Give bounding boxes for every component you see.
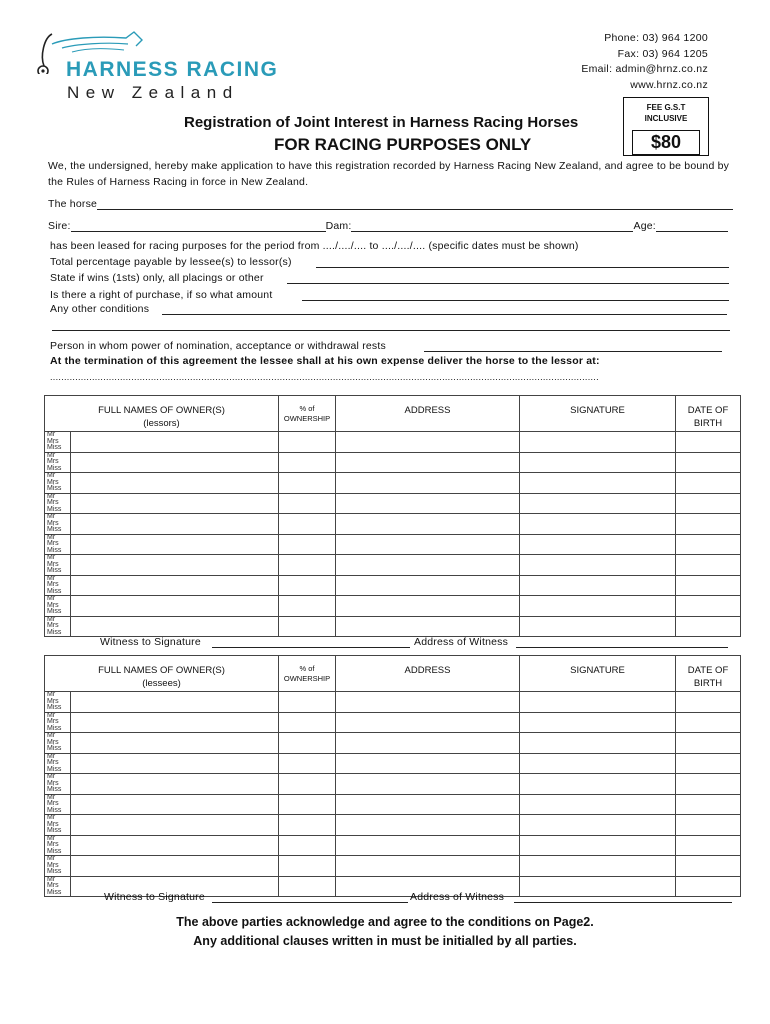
conditions-label: Any other conditions bbox=[50, 303, 150, 315]
signature-cell[interactable] bbox=[520, 596, 676, 617]
signature-cell[interactable] bbox=[520, 712, 676, 733]
row-title-option[interactable]: Miss bbox=[47, 827, 62, 834]
row-title-option[interactable]: Mr bbox=[47, 855, 56, 862]
row-title-option[interactable]: Mrs bbox=[47, 861, 59, 869]
pedigree-field bbox=[48, 220, 738, 232]
ownership-cell[interactable] bbox=[279, 794, 336, 815]
lessees-witness-address-line[interactable] bbox=[514, 891, 732, 903]
ownership-cell[interactable] bbox=[279, 712, 336, 733]
name-cell[interactable] bbox=[71, 794, 279, 815]
lessors-header-names bbox=[45, 396, 279, 432]
table-row bbox=[45, 432, 741, 453]
age-line[interactable] bbox=[656, 220, 728, 232]
power-label: Person in whom power of nomination, acceptance or withdrawal rests bbox=[50, 340, 386, 352]
lessees-header-address: ADDRESS bbox=[336, 656, 520, 692]
ownership-cell[interactable] bbox=[279, 534, 336, 555]
name-cell[interactable] bbox=[71, 596, 279, 617]
address-cell[interactable] bbox=[336, 596, 520, 617]
address-cell[interactable] bbox=[336, 493, 520, 514]
fee-price: $80 bbox=[632, 130, 700, 155]
table-row bbox=[45, 753, 741, 774]
row-title-option[interactable]: Mrs bbox=[47, 800, 59, 807]
address-cell[interactable] bbox=[336, 733, 520, 754]
signature-cell[interactable] bbox=[520, 514, 676, 535]
ownership-cell[interactable] bbox=[279, 835, 336, 856]
table-row bbox=[45, 575, 741, 596]
row-title-options[interactable] bbox=[45, 733, 71, 754]
address-cell[interactable] bbox=[336, 815, 520, 836]
dob-cell[interactable] bbox=[676, 794, 741, 815]
lessees-witness-address-label: Address of Witness bbox=[410, 891, 505, 903]
wins-line[interactable] bbox=[287, 272, 729, 284]
address-cell[interactable] bbox=[336, 856, 520, 877]
signature-cell[interactable] bbox=[520, 432, 676, 453]
form-subtitle: FOR RACING PURPOSES ONLY bbox=[274, 135, 532, 154]
row-title-option[interactable]: Miss bbox=[47, 704, 62, 711]
table-row bbox=[45, 835, 741, 856]
logo-title: HARNESS RACING bbox=[66, 58, 279, 81]
lessors-header-dob-l2: BIRTH bbox=[693, 418, 723, 429]
row-title-option[interactable]: Mr bbox=[47, 574, 56, 582]
name-cell[interactable] bbox=[71, 452, 279, 473]
row-title-option[interactable]: Mr bbox=[47, 691, 56, 698]
dob-cell[interactable] bbox=[676, 432, 741, 453]
dob-cell[interactable] bbox=[676, 555, 741, 576]
signature-cell[interactable] bbox=[520, 815, 676, 836]
row-title-option[interactable]: Mr bbox=[47, 752, 56, 760]
fee-box bbox=[623, 97, 709, 156]
logo bbox=[36, 26, 296, 104]
lessees-header-dob bbox=[676, 656, 741, 692]
contact-block bbox=[581, 31, 708, 93]
horse-field bbox=[48, 198, 738, 210]
ownership-cell[interactable] bbox=[279, 856, 336, 877]
table-row bbox=[45, 815, 741, 836]
lessees-witness-row bbox=[104, 891, 744, 903]
dam-line[interactable] bbox=[351, 220, 633, 232]
lessees-body bbox=[45, 692, 741, 897]
row-title-option[interactable]: Mrs bbox=[47, 601, 59, 609]
signature-cell[interactable] bbox=[520, 794, 676, 815]
row-title-options[interactable] bbox=[45, 452, 71, 473]
row-title-option[interactable]: Mr bbox=[47, 711, 56, 719]
ownership-cell[interactable] bbox=[279, 753, 336, 774]
conditions-line-2[interactable] bbox=[52, 330, 730, 331]
table-row bbox=[45, 514, 741, 535]
sire-line[interactable] bbox=[71, 220, 326, 232]
row-title-option[interactable]: Miss bbox=[47, 847, 62, 855]
table-row bbox=[45, 452, 741, 473]
row-title-option[interactable]: Miss bbox=[47, 868, 62, 875]
row-title-options[interactable] bbox=[45, 692, 71, 713]
row-title-option[interactable]: Mrs bbox=[47, 738, 59, 746]
row-title-option[interactable]: Mrs bbox=[47, 841, 59, 848]
row-title-option[interactable]: Mrs bbox=[47, 478, 59, 486]
ownership-cell[interactable] bbox=[279, 692, 336, 713]
lessees-header-pct-l2: OWNERSHIP bbox=[283, 674, 331, 683]
row-title-option[interactable]: Mrs bbox=[47, 499, 59, 506]
row-title-option[interactable]: Mr bbox=[47, 615, 56, 623]
lessors-body bbox=[45, 432, 741, 637]
signature-cell[interactable] bbox=[520, 473, 676, 494]
lessees-witness-signature-label: Witness to Signature bbox=[104, 891, 205, 903]
row-title-option[interactable]: Mrs bbox=[47, 437, 59, 445]
lessees-header-dob-l2: BIRTH bbox=[693, 678, 723, 689]
dob-cell[interactable] bbox=[676, 692, 741, 713]
row-title-option[interactable]: Miss bbox=[47, 526, 62, 533]
power-field bbox=[50, 340, 740, 352]
row-title-option[interactable]: Mrs bbox=[47, 581, 59, 588]
row-title-option[interactable]: Mr bbox=[47, 513, 56, 520]
lessees-header-names bbox=[45, 656, 279, 692]
row-title-option[interactable]: Mr bbox=[47, 451, 56, 459]
table-row bbox=[45, 712, 741, 733]
dob-cell[interactable] bbox=[676, 712, 741, 733]
footer bbox=[60, 913, 710, 951]
row-title-options[interactable] bbox=[45, 753, 71, 774]
intro-text: We, the undersigned, hereby make application to have this registration recorded by Harness Racing New Zealand, and agree to be bound by the Rules of Harness Racing in force in New Zealand. bbox=[48, 160, 730, 188]
name-cell[interactable] bbox=[71, 616, 279, 637]
ownership-cell[interactable] bbox=[279, 596, 336, 617]
row-title-option[interactable]: Mrs bbox=[47, 458, 59, 465]
row-title-option[interactable]: Miss bbox=[47, 444, 62, 451]
table-row bbox=[45, 856, 741, 877]
name-cell[interactable] bbox=[71, 575, 279, 596]
table-row bbox=[45, 692, 741, 713]
name-cell[interactable] bbox=[71, 514, 279, 535]
lessees-table bbox=[44, 655, 741, 897]
table-row bbox=[45, 555, 741, 576]
lessors-header-pct-l2: OWNERSHIP bbox=[283, 414, 331, 423]
name-cell[interactable] bbox=[71, 835, 279, 856]
signature-cell[interactable] bbox=[520, 856, 676, 877]
name-cell[interactable] bbox=[71, 473, 279, 494]
lessors-header-pct-l1: % of bbox=[299, 404, 315, 413]
leased-period-text: has been leased for racing purposes for the period from ..../..../.... to ..../..../.... (specific dates must be shown) bbox=[50, 240, 579, 252]
name-cell[interactable] bbox=[71, 432, 279, 453]
lessees-header-names-l2: (lessees) bbox=[142, 678, 181, 689]
row-title-options[interactable] bbox=[45, 835, 71, 856]
table-row bbox=[45, 794, 741, 815]
lessees-header-pct bbox=[279, 656, 336, 692]
name-cell[interactable] bbox=[71, 692, 279, 713]
row-title-option[interactable]: Mr bbox=[47, 492, 56, 500]
contact-website[interactable]: www.hrnz.co.nz bbox=[630, 78, 708, 91]
row-title-options[interactable] bbox=[45, 815, 71, 836]
row-title-options[interactable] bbox=[45, 712, 71, 733]
lessors-header-pct bbox=[279, 396, 336, 432]
dob-cell[interactable] bbox=[676, 753, 741, 774]
row-title-option[interactable]: Mr bbox=[47, 472, 56, 479]
name-cell[interactable] bbox=[71, 856, 279, 877]
table-row bbox=[45, 596, 741, 617]
row-title-options[interactable] bbox=[45, 555, 71, 576]
row-title-option[interactable]: Mrs bbox=[47, 779, 59, 787]
sire-label: Sire: bbox=[48, 220, 71, 232]
row-title-option[interactable]: Miss bbox=[47, 765, 62, 773]
percentage-field bbox=[50, 256, 740, 268]
lessors-header-dob-l1: DATE OF bbox=[687, 405, 729, 416]
name-cell[interactable] bbox=[71, 712, 279, 733]
row-title-options[interactable] bbox=[45, 774, 71, 795]
ownership-cell[interactable] bbox=[279, 432, 336, 453]
name-cell[interactable] bbox=[71, 774, 279, 795]
signature-cell[interactable] bbox=[520, 692, 676, 713]
dob-cell[interactable] bbox=[676, 473, 741, 494]
signature-cell[interactable] bbox=[520, 774, 676, 795]
row-title-options[interactable] bbox=[45, 876, 71, 897]
lessors-witness-signature-label: Witness to Signature bbox=[100, 636, 201, 648]
row-title-option[interactable]: Mr bbox=[47, 834, 56, 842]
signature-cell[interactable] bbox=[520, 835, 676, 856]
wins-label: State if wins (1sts) only, all placings or other bbox=[50, 272, 264, 284]
row-title-option[interactable]: Mrs bbox=[47, 560, 59, 568]
conditions-line[interactable] bbox=[162, 303, 727, 315]
termination-text: At the termination of this agreement the lessee shall at his own expense deliver the horse to the lessor at: bbox=[50, 355, 600, 367]
ownership-cell[interactable] bbox=[279, 555, 336, 576]
ownership-cell[interactable] bbox=[279, 774, 336, 795]
table-row bbox=[45, 774, 741, 795]
row-title-options[interactable] bbox=[45, 596, 71, 617]
row-title-option[interactable]: Mr bbox=[47, 814, 56, 821]
row-title-option[interactable]: Miss bbox=[47, 608, 62, 615]
name-cell[interactable] bbox=[71, 815, 279, 836]
age-label: Age: bbox=[633, 220, 656, 232]
row-title-option[interactable]: Mr bbox=[47, 875, 56, 883]
address-cell[interactable] bbox=[336, 432, 520, 453]
footer-line-2: Any additional clauses written in must be initialled by all parties. bbox=[193, 934, 577, 948]
signature-cell[interactable] bbox=[520, 534, 676, 555]
purchase-line[interactable] bbox=[302, 289, 729, 301]
name-cell[interactable] bbox=[71, 493, 279, 514]
dob-cell[interactable] bbox=[676, 514, 741, 535]
row-title-option[interactable]: Miss bbox=[47, 786, 62, 793]
row-title-option[interactable]: Mrs bbox=[47, 540, 59, 547]
percentage-line[interactable] bbox=[316, 256, 729, 268]
dob-cell[interactable] bbox=[676, 596, 741, 617]
row-title-options[interactable] bbox=[45, 473, 71, 494]
address-cell[interactable] bbox=[336, 473, 520, 494]
address-cell[interactable] bbox=[336, 712, 520, 733]
address-dots[interactable]: .................................................................................................................................................................................................... bbox=[50, 372, 599, 382]
dob-cell[interactable] bbox=[676, 534, 741, 555]
table-row bbox=[45, 616, 741, 637]
dam-label: Dam: bbox=[325, 220, 352, 232]
row-title-option[interactable]: Mrs bbox=[47, 759, 59, 766]
row-title-option[interactable]: Mr bbox=[47, 773, 56, 780]
row-title-option[interactable]: Miss bbox=[47, 546, 62, 554]
row-title-option[interactable]: Miss bbox=[47, 888, 62, 896]
row-title-option[interactable]: Miss bbox=[47, 587, 62, 595]
row-title-option[interactable]: Mr bbox=[47, 595, 56, 602]
ownership-cell[interactable] bbox=[279, 733, 336, 754]
lessees-header-names-l1: FULL NAMES OF OWNER(S) bbox=[98, 665, 225, 676]
dob-cell[interactable] bbox=[676, 493, 741, 514]
ownership-cell[interactable] bbox=[279, 514, 336, 535]
row-title-option[interactable]: Mrs bbox=[47, 697, 59, 705]
signature-cell[interactable] bbox=[520, 753, 676, 774]
row-title-option[interactable]: Mr bbox=[47, 793, 56, 801]
table-row bbox=[45, 733, 741, 754]
lessors-witness-signature-line[interactable] bbox=[212, 636, 410, 648]
ownership-cell[interactable] bbox=[279, 452, 336, 473]
row-title-options[interactable] bbox=[45, 514, 71, 535]
dob-cell[interactable] bbox=[676, 835, 741, 856]
row-title-option[interactable]: Mrs bbox=[47, 820, 59, 828]
lessors-header-dob bbox=[676, 396, 741, 432]
wins-field bbox=[50, 272, 740, 284]
lessors-header-names-l1: FULL NAMES OF OWNER(S) bbox=[98, 405, 225, 416]
row-title-option[interactable]: Mrs bbox=[47, 519, 59, 527]
lessors-header-signature: SIGNATURE bbox=[520, 396, 676, 432]
lessees-witness-signature-line[interactable] bbox=[212, 891, 408, 903]
signature-cell[interactable] bbox=[520, 733, 676, 754]
purchase-label: Is there a right of purchase, if so what amount bbox=[50, 289, 273, 301]
ownership-cell[interactable] bbox=[279, 575, 336, 596]
address-cell[interactable] bbox=[336, 452, 520, 473]
signature-cell[interactable] bbox=[520, 555, 676, 576]
address-cell[interactable] bbox=[336, 555, 520, 576]
dob-cell[interactable] bbox=[676, 616, 741, 637]
lessees-header-dob-l1: DATE OF bbox=[687, 665, 729, 676]
contact-fax: Fax: 03) 964 1205 bbox=[617, 47, 708, 60]
dob-cell[interactable] bbox=[676, 774, 741, 795]
row-title-option[interactable]: Mrs bbox=[47, 882, 59, 889]
dob-cell[interactable] bbox=[676, 815, 741, 836]
table-row bbox=[45, 473, 741, 494]
row-title-option[interactable]: Miss bbox=[47, 567, 62, 574]
dob-cell[interactable] bbox=[676, 452, 741, 473]
table-row bbox=[45, 534, 741, 555]
lessors-table bbox=[44, 395, 741, 637]
fee-label-1: FEE G.S.T bbox=[646, 103, 686, 112]
fee-label-2: INCLUSIVE bbox=[644, 114, 688, 123]
power-line[interactable] bbox=[424, 340, 722, 352]
table-row bbox=[45, 493, 741, 514]
name-cell[interactable] bbox=[71, 753, 279, 774]
dob-cell[interactable] bbox=[676, 575, 741, 596]
row-title-options[interactable] bbox=[45, 493, 71, 514]
ownership-cell[interactable] bbox=[279, 493, 336, 514]
name-cell[interactable] bbox=[71, 555, 279, 576]
row-title-option[interactable]: Mr bbox=[47, 533, 56, 541]
row-title-option[interactable]: Mrs bbox=[47, 718, 59, 725]
address-cell[interactable] bbox=[336, 534, 520, 555]
dob-cell[interactable] bbox=[676, 856, 741, 877]
address-cell[interactable] bbox=[336, 774, 520, 795]
row-title-options[interactable] bbox=[45, 794, 71, 815]
signature-cell[interactable] bbox=[520, 452, 676, 473]
ownership-cell[interactable] bbox=[279, 473, 336, 494]
row-title-option[interactable]: Mr bbox=[47, 732, 56, 739]
name-cell[interactable] bbox=[71, 534, 279, 555]
lessors-header-address: ADDRESS bbox=[336, 396, 520, 432]
address-cell[interactable] bbox=[336, 575, 520, 596]
name-cell[interactable] bbox=[71, 733, 279, 754]
row-title-options[interactable] bbox=[45, 432, 71, 453]
address-cell[interactable] bbox=[336, 514, 520, 535]
lessors-witness-address-line[interactable] bbox=[516, 636, 728, 648]
logo-subtitle: New Zealand bbox=[67, 83, 239, 102]
lessors-header-names-l2: (lessors) bbox=[143, 418, 180, 429]
row-title-option[interactable]: Miss bbox=[47, 806, 62, 814]
lessees-header-pct-l1: % of bbox=[299, 664, 315, 673]
row-title-option[interactable]: Miss bbox=[47, 745, 62, 752]
row-title-option[interactable]: Mr bbox=[47, 554, 56, 561]
row-title-option[interactable]: Miss bbox=[47, 505, 62, 513]
row-title-option[interactable]: Miss bbox=[47, 485, 62, 492]
address-cell[interactable] bbox=[336, 616, 520, 637]
contact-email[interactable]: Email: admin@hrnz.co.nz bbox=[581, 63, 708, 75]
row-title-option[interactable]: Miss bbox=[47, 464, 62, 472]
ownership-cell[interactable] bbox=[279, 616, 336, 637]
address-cell[interactable] bbox=[336, 794, 520, 815]
horse-label: The horse bbox=[48, 198, 98, 210]
signature-cell[interactable] bbox=[520, 493, 676, 514]
dob-cell[interactable] bbox=[676, 733, 741, 754]
address-cell[interactable] bbox=[336, 692, 520, 713]
row-title-options[interactable] bbox=[45, 534, 71, 555]
row-title-option[interactable]: Miss bbox=[47, 628, 62, 636]
address-cell[interactable] bbox=[336, 835, 520, 856]
footer-line-1: The above parties acknowledge and agree to the conditions on Page2. bbox=[176, 915, 594, 929]
lessors-witness-address-label: Address of Witness bbox=[414, 636, 509, 648]
ownership-cell[interactable] bbox=[279, 815, 336, 836]
row-title-options[interactable] bbox=[45, 856, 71, 877]
row-title-options[interactable] bbox=[45, 575, 71, 596]
purchase-field bbox=[50, 289, 740, 301]
lessees-header-signature: SIGNATURE bbox=[520, 656, 676, 692]
row-title-options[interactable] bbox=[45, 616, 71, 637]
address-cell[interactable] bbox=[336, 753, 520, 774]
signature-cell[interactable] bbox=[520, 575, 676, 596]
conditions-field bbox=[50, 303, 740, 315]
lessors-witness-row bbox=[100, 636, 740, 648]
row-title-option[interactable]: Mr bbox=[47, 431, 56, 438]
percentage-label: Total percentage payable by lessee(s) to lessor(s) bbox=[50, 256, 292, 268]
contact-phone: Phone: 03) 964 1200 bbox=[604, 32, 708, 44]
row-title-option[interactable]: Mrs bbox=[47, 622, 59, 629]
signature-cell[interactable] bbox=[520, 616, 676, 637]
horse-line[interactable] bbox=[97, 198, 733, 210]
form-title: Registration of Joint Interest in Harness Racing Horses bbox=[184, 114, 579, 131]
row-title-option[interactable]: Miss bbox=[47, 724, 62, 732]
